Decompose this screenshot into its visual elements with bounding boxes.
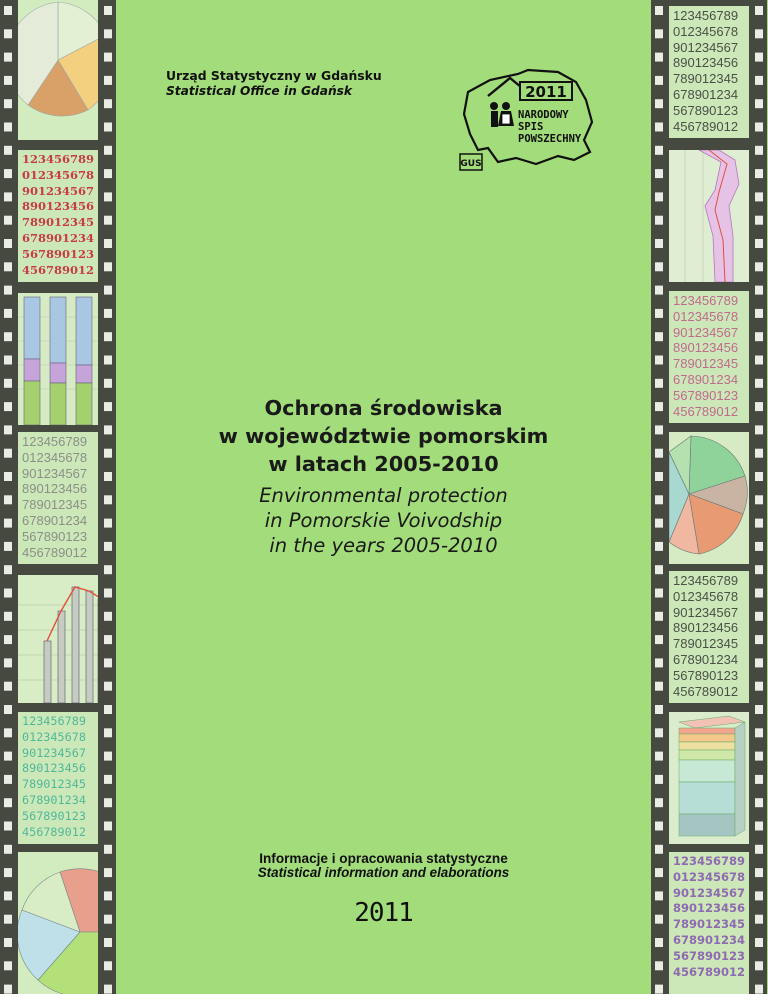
perforation-hole [104,53,112,62]
perforation-hole [104,449,112,458]
number-line: 789012345 [673,356,739,372]
perforation-hole [655,985,663,994]
perforation-hole [755,798,763,807]
perforation-hole [4,891,12,900]
perforation-hole [655,495,663,504]
perforation-hole [4,402,12,411]
number-line: 678901234 [673,932,746,947]
number-frame-green-mono [18,712,98,844]
perforation-hole [4,612,12,621]
frame-3d-pie-chart [669,432,749,564]
perforation-hole [655,705,663,714]
perforation-hole [4,29,12,38]
title-pl-line-2: w województwie pomorskim [218,424,549,448]
perforation-hole [104,6,112,15]
perforation-hole [104,402,112,411]
perforation-hole [104,286,112,295]
number-line: 567890123 [673,948,746,963]
film-strip-left [0,0,116,994]
perforation-hole [755,379,763,388]
perforation-hole [755,985,763,994]
perforation-hole [755,775,763,784]
perforation-hole [655,6,663,15]
series-name-en: Statistical information and elaborations [257,865,510,880]
number-frame-dark-sans-mid [669,571,749,703]
perforation-hole [655,519,663,528]
perforation-hole [104,495,112,504]
number-line: 890123456 [673,901,746,916]
perforation-hole [4,239,12,248]
title-polish [116,394,651,478]
perforation-hole [4,752,12,761]
number-line: 456789012 [22,262,95,277]
perforation-hole [655,169,663,178]
number-frame-grey-sans [18,432,98,564]
perforation-hole [104,425,112,434]
number-line: 789012345 [673,71,739,87]
number-line: 678901234 [673,371,739,387]
perforation-hole [4,216,12,225]
perforation-hole [755,938,763,947]
perforation-hole [655,658,663,667]
number-line: 901234567 [673,324,739,340]
perforation-hole [4,76,12,85]
perforation-hole [755,542,763,551]
perforation-hole [104,868,112,877]
number-line: 890123456 [22,481,88,497]
number-line: 890123456 [22,761,86,776]
frame-bars-with-line [18,575,98,703]
perforation-hole [104,752,112,761]
perforation-hole [655,146,663,155]
perforation-hole [755,216,763,225]
number-line: 123456789 [673,293,739,308]
perforation-hole [755,262,763,271]
perforation-hole [655,76,663,85]
perforation-hole [755,682,763,691]
title-en-line-3: in the years 2005-2010 [269,534,498,557]
number-line: 456789012 [22,544,88,560]
perforation-hole [655,332,663,341]
number-line: 012345678 [673,588,739,604]
perforation-hole [655,565,663,574]
perforation-hole [655,612,663,621]
perforation-hole [104,915,112,924]
perforation-hole [655,286,663,295]
perforation-hole [104,635,112,644]
perforation-hole [755,891,763,900]
perforation-hole [755,309,763,318]
perforation-hole [655,822,663,831]
perforation-hole [655,798,663,807]
frame-line-band-chart [669,150,749,282]
perforation-hole [655,192,663,201]
perforation-hole [4,682,12,691]
perforation-hole [104,29,112,38]
perforation-hole [655,891,663,900]
perforation-hole [104,239,112,248]
perforation-hole [4,519,12,528]
perforation-hole [655,589,663,598]
perforation-hole [4,6,12,15]
number-line: 012345678 [673,869,746,884]
frame-stacked-bars [18,293,98,425]
title-pl-line-1: Ochrona środowiska [264,396,503,420]
number-line: 012345678 [673,308,739,324]
perforation-hole [104,169,112,178]
perforation-hole [4,472,12,481]
perforation-hole [104,845,112,854]
perforation-hole [104,589,112,598]
number-line: 890123456 [673,340,739,356]
perforation-hole [655,99,663,108]
perforation-hole [755,192,763,201]
perforation-hole [4,53,12,62]
perforation-hole [104,356,112,365]
logo-line-3: POWSZECHNY [518,133,582,145]
cover-panel [116,0,651,994]
perforation-hole [4,379,12,388]
number-line: 123456789 [22,434,88,449]
perforation-hole [4,798,12,807]
perforation-hole [104,379,112,388]
number-line: 678901234 [673,86,739,102]
number-line: 890123456 [673,55,739,71]
number-line: 012345678 [673,23,739,39]
perforation-hole [104,542,112,551]
perforation-hole [655,262,663,271]
perforation-hole [755,915,763,924]
number-line: 890123456 [22,199,95,214]
perforation-hole [104,309,112,318]
perforation-hole [4,822,12,831]
perforation-hole [755,822,763,831]
perforation-hole [104,775,112,784]
frame-stacked-layers [669,712,749,844]
perforation-hole [755,239,763,248]
perforation-hole [655,635,663,644]
perforation-hole [104,99,112,108]
perforation-hole [755,425,763,434]
number-line: 123456789 [673,573,739,588]
number-line: 456789012 [22,824,86,839]
perforation-hole [104,891,112,900]
perforation-hole [755,728,763,737]
perforation-hole [104,76,112,85]
perforation-hole [104,565,112,574]
perforation-hole [655,449,663,458]
perforation-hole [4,915,12,924]
number-line: 901234567 [673,39,739,55]
number-line: 012345678 [22,449,88,465]
number-line: 567890123 [22,246,95,261]
number-line: 123456789 [22,714,86,728]
perforation-hole [4,425,12,434]
perforation-hole [755,332,763,341]
perforation-hole [104,123,112,132]
perforation-hole [4,495,12,504]
logo-line-1: NARODOWY [518,109,569,121]
perforation-hole [104,519,112,528]
perforation-hole [4,985,12,994]
perforation-hole [104,146,112,155]
perforation-hole [104,262,112,271]
perforation-hole [104,472,112,481]
number-frame-red-serif [18,150,98,282]
perforation-hole [655,239,663,248]
perforation-hole [755,705,763,714]
publication-year: 2011 [354,898,413,928]
number-line: 123456789 [22,152,95,166]
perforation-hole [4,449,12,458]
number-line: 901234567 [22,465,88,481]
perforation-hole [755,472,763,481]
number-line: 901234567 [673,885,746,900]
perforation-hole [104,332,112,341]
frame-pie-chart-bottom [18,852,98,994]
perforation-hole [655,542,663,551]
number-line: 456789012 [673,118,739,134]
number-line: 678901234 [22,512,88,528]
number-line: 012345678 [22,167,95,182]
perforation-hole [655,682,663,691]
logo-year: 2011 [525,83,567,101]
number-frame-pink-sans [669,291,749,423]
perforation-hole [755,495,763,504]
perforation-hole [4,262,12,271]
perforation-hole [755,123,763,132]
perforation-hole [104,798,112,807]
perforation-hole [104,612,112,621]
perforation-hole [104,985,112,994]
perforation-hole [4,635,12,644]
census-2011-logo [458,52,598,174]
perforation-hole [755,845,763,854]
perforation-hole [4,286,12,295]
perforation-hole [4,169,12,178]
number-line: 456789012 [673,683,739,699]
perforation-hole [4,658,12,667]
number-line: 567890123 [673,387,739,403]
perforation-hole [4,868,12,877]
perforation-hole [4,146,12,155]
perforation-hole [655,425,663,434]
perforation-hole [655,53,663,62]
perforation-hole [4,938,12,947]
perforation-hole [755,6,763,15]
perforation-hole [104,961,112,970]
perforation-hole [755,868,763,877]
number-line: 789012345 [673,917,746,932]
perforation-hole [655,938,663,947]
film-strip-right [651,0,767,994]
perforation-hole [4,99,12,108]
series-name-pl: Informacje i opracowania statystyczne [259,851,508,866]
perforation-hole [755,146,763,155]
title-en-line-2: in Pomorskie Voivodship [264,509,503,532]
perforation-hole [655,775,663,784]
number-line: 901234567 [22,745,86,760]
perforation-hole [104,658,112,667]
perforation-hole [4,542,12,551]
perforation-hole [655,752,663,761]
frame-pie-chart-top [18,0,98,140]
number-line: 567890123 [673,102,739,118]
title-en-line-1: Environmental protection [259,484,508,507]
perforation-hole [655,379,663,388]
number-line: 567890123 [22,808,86,823]
perforation-hole [655,868,663,877]
perforation-hole [655,356,663,365]
title-pl-line-3: w latach 2005-2010 [268,452,499,476]
perforation-hole [104,705,112,714]
perforation-hole [655,402,663,411]
perforation-hole [4,332,12,341]
perforation-hole [755,589,763,598]
perforation-hole [4,565,12,574]
number-line: 789012345 [673,636,739,652]
office-name-en: Statistical Office in Gdańsk [166,84,353,98]
perforation-hole [4,961,12,970]
perforation-hole [755,612,763,621]
perforation-hole [755,356,763,365]
perforation-hole [755,29,763,38]
number-line: 901234567 [673,604,739,620]
perforation-hole [755,76,763,85]
perforation-hole [655,309,663,318]
number-line: 678901234 [22,230,95,245]
perforation-hole [655,216,663,225]
perforation-hole [755,99,763,108]
office-name-pl: Urząd Statystyczny w Gdańsku [166,68,382,83]
number-line: 789012345 [22,777,86,792]
perforation-hole [104,216,112,225]
perforation-hole [4,845,12,854]
perforation-hole [755,402,763,411]
perforation-hole [4,705,12,714]
perforation-hole [755,961,763,970]
perforation-hole [655,123,663,132]
perforation-hole [4,728,12,737]
perforation-hole [4,589,12,598]
number-line: 789012345 [22,497,88,513]
number-line: 901234567 [22,183,95,198]
perforation-hole [4,775,12,784]
perforation-hole [755,635,763,644]
number-line: 012345678 [22,729,86,744]
number-line: 678901234 [673,651,739,667]
perforation-hole [755,449,763,458]
number-frame-purple-bold [669,852,749,994]
perforation-hole [104,822,112,831]
number-line: 123456789 [673,854,746,868]
number-line: 890123456 [673,620,739,636]
perforation-hole [755,286,763,295]
perforation-hole [655,29,663,38]
perforation-hole [4,192,12,201]
number-line: 123456789 [673,8,739,23]
perforation-hole [655,915,663,924]
number-line: 456789012 [673,964,746,979]
number-frame-dark-sans-top [669,6,749,138]
number-line: 678901234 [22,792,86,807]
perforation-hole [755,53,763,62]
perforation-hole [104,682,112,691]
logo-line-2: SPIS [518,121,544,133]
perforation-hole [755,752,763,761]
perforation-hole [104,192,112,201]
perforation-hole [655,472,663,481]
perforation-hole [655,845,663,854]
perforation-hole [104,938,112,947]
number-line: 456789012 [673,403,739,419]
number-line: 789012345 [22,215,95,230]
logo-badge: GUS [460,159,482,169]
number-line: 567890123 [22,528,88,544]
perforation-hole [104,728,112,737]
perforation-hole [655,728,663,737]
title-english [116,483,651,558]
perforation-hole [755,565,763,574]
perforation-hole [755,658,763,667]
perforation-hole [4,123,12,132]
perforation-hole [655,961,663,970]
perforation-hole [755,519,763,528]
perforation-hole [755,169,763,178]
number-line: 567890123 [673,667,739,683]
perforation-hole [4,356,12,365]
perforation-hole [4,309,12,318]
